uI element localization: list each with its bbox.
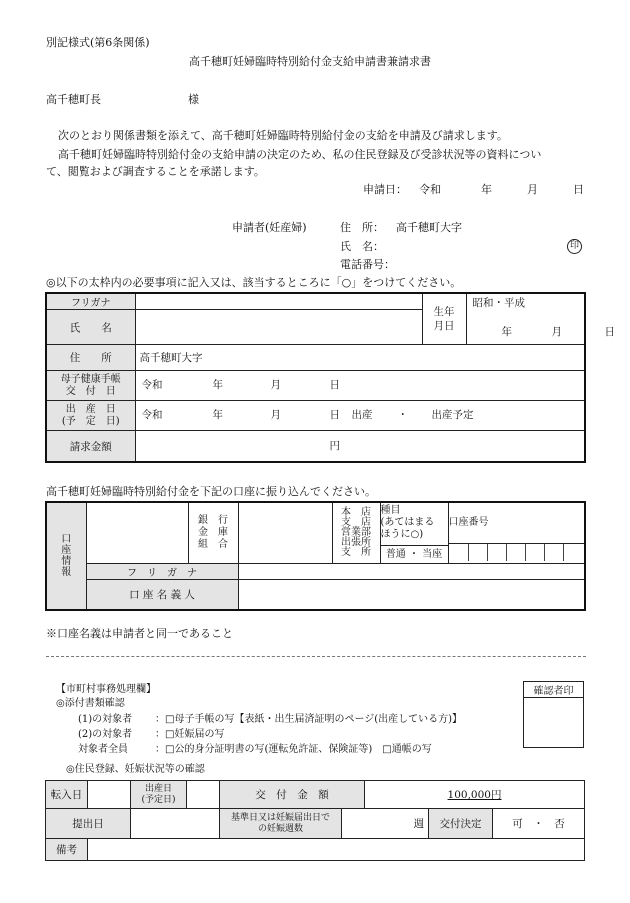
handbook-day: 日 (329, 379, 340, 391)
pregnancy-weeks-label: 基準日又は妊娠届出日で の妊娠週数 (220, 809, 342, 839)
account-type-options[interactable]: 普通 ・ 当座 (385, 549, 443, 560)
account-info-side-label: 口 座 情 報 (46, 502, 86, 610)
application-date-label: 申請日： (363, 183, 407, 196)
item1-value: ：□母子手帳の写【表紙・出生届済証明のページ(出産している方)】 (155, 714, 463, 725)
application-date-year: 年 (481, 183, 492, 196)
furigana-field[interactable] (135, 293, 422, 310)
decision-value[interactable]: 可 ・ 否 (493, 809, 585, 839)
birth-date-field[interactable] (466, 293, 615, 345)
item3-value: ：□公的身分証明書の写(運転免許証、保険証等) □通帳の写 (155, 744, 432, 755)
address-label: 住 所 (46, 345, 135, 371)
item2-label: (2)の対象者 (78, 729, 133, 740)
form-label: 別記様式(第6条関係) (46, 36, 150, 49)
birth-month: 月 (551, 326, 562, 338)
branch-name-field[interactable] (238, 502, 332, 564)
confirm-seal-field[interactable] (524, 698, 584, 748)
delivery-planned-option[interactable]: 出産予定 (431, 409, 474, 421)
payment-amount-value: 100,000円 (365, 781, 585, 809)
birth-date-label: 生年 月日 (422, 293, 466, 345)
address-field[interactable]: 高千穂町大字 (135, 345, 585, 371)
account-number-boxes[interactable] (449, 544, 585, 561)
confirm-seal-box (523, 681, 584, 748)
document-title: 高千穂町妊婦臨時特別給付金支給申請書兼請求書 (189, 55, 431, 68)
birth-day: 日 (604, 326, 615, 338)
holder-name-label: 口 座 名 義 人 (86, 580, 238, 610)
move-in-field[interactable] (88, 781, 131, 809)
cut-line (46, 656, 586, 657)
amount-field[interactable] (135, 431, 585, 463)
delivery-done-option[interactable]: 出産 (351, 409, 373, 421)
submit-date-field[interactable] (131, 809, 220, 839)
account-type-label: 種目 (あてはまる ほうに○) (381, 503, 448, 546)
applicant-phone-label: 電話番号： (340, 258, 395, 271)
holder-furigana-field[interactable] (238, 564, 585, 580)
delivery-era: 令和 (141, 409, 163, 421)
delivery-day: 日 (329, 409, 340, 421)
account-number-cell (448, 502, 585, 564)
intro-line-2: 高千穂町妊婦臨時特別給付金の支給申請の決定のため、私の住民登録及び受診状況等の資料につい (58, 148, 542, 161)
application-date-month: 月 (527, 183, 538, 196)
remarks-label: 備考 (46, 839, 88, 861)
application-date-day: 日 (573, 183, 584, 196)
institution-type-labels: 銀 行 金 庫 組 合 (188, 502, 238, 564)
delivery-date-label: 出 産 日 (予 定 日) (46, 401, 135, 431)
applicant-address-label: 住 所： (340, 221, 384, 234)
amount-label: 請求金額 (46, 431, 135, 463)
intro-line-1: 次のとおり関係書類を添えて、高千穂町妊婦臨時特別給付金の支給を申請及び請求します。 (58, 129, 508, 142)
applicant-table (45, 292, 615, 463)
remarks-field[interactable] (88, 839, 585, 861)
resident-check-title: ◎住民登録、妊娠状況等の確認 (66, 764, 205, 775)
payment-amount-label: 交 付 金 額 (220, 781, 365, 809)
addressee: 高千穂町長 (46, 93, 101, 106)
decision-label: 交付決定 (429, 809, 493, 839)
handbook-year: 年 (212, 379, 223, 391)
bank-note: ※口座名義は申請者と同一であること (46, 627, 233, 640)
office-birth-field[interactable] (187, 781, 220, 809)
account-type-cell (380, 502, 448, 564)
handbook-date-label: 母子健康手帳 交 付 日 (46, 371, 135, 401)
pregnancy-weeks-field[interactable]: 週 (342, 809, 429, 839)
name-label: 氏 名 (46, 310, 135, 345)
office-section-title: 【市町村事務処理欄】 (56, 684, 156, 695)
delivery-date-field[interactable] (135, 401, 585, 431)
application-date-era: 令和 (419, 183, 441, 196)
bank-intro: 高千穂町妊婦臨時特別給付金を下記の口座に振り込んでください。 (46, 485, 376, 498)
name-field[interactable] (135, 310, 422, 345)
furigana-label: フリガナ (46, 293, 135, 310)
account-number-label: 口座番号 (449, 503, 585, 544)
amount-unit: 円 (329, 440, 340, 452)
submit-date-label: 提出日 (46, 809, 131, 839)
birth-era: 昭和・平成 (472, 297, 525, 309)
birth-year: 年 (501, 326, 512, 338)
handbook-era: 令和 (141, 379, 163, 391)
office-table (45, 780, 585, 861)
delivery-month: 月 (270, 409, 281, 421)
delivery-separator: ・ (397, 409, 408, 421)
seal-mark: 印 (567, 239, 582, 254)
delivery-year: 年 (212, 409, 223, 421)
applicant-role-label: 申請者(妊産婦) (232, 221, 307, 234)
honorific: 様 (188, 93, 199, 106)
move-in-label: 転入日 (46, 781, 88, 809)
instruction-text: ◎以下の太枠内の必要事項に記入又は、該当するところに「○」をつけてください。 (46, 276, 462, 289)
branch-type-labels: 本 店 支 店 営業部 出張所 支 所 (332, 502, 380, 564)
item3-label: 対象者全員 (78, 744, 128, 755)
attached-docs-title: ◎添付書類確認 (56, 698, 125, 709)
handbook-month: 月 (270, 379, 281, 391)
holder-furigana-label: フ リ ガ ナ (86, 564, 238, 580)
bank-table (45, 501, 586, 611)
applicant-address-value: 高千穂町大字 (396, 221, 462, 234)
confirm-seal-label: 確認者印 (524, 682, 584, 698)
item1-label: (1)の対象者 (78, 714, 133, 725)
handbook-date-field[interactable] (135, 371, 585, 401)
item2-value: ：□妊娠届の写 (155, 729, 225, 740)
bank-name-field[interactable] (86, 502, 188, 564)
office-birth-label: 出産日 (予定日) (131, 781, 187, 809)
holder-name-field[interactable] (238, 580, 585, 610)
intro-line-3: て、閲覧および調査することを承諾します。 (46, 165, 265, 178)
applicant-name-label: 氏 名： (340, 240, 384, 253)
